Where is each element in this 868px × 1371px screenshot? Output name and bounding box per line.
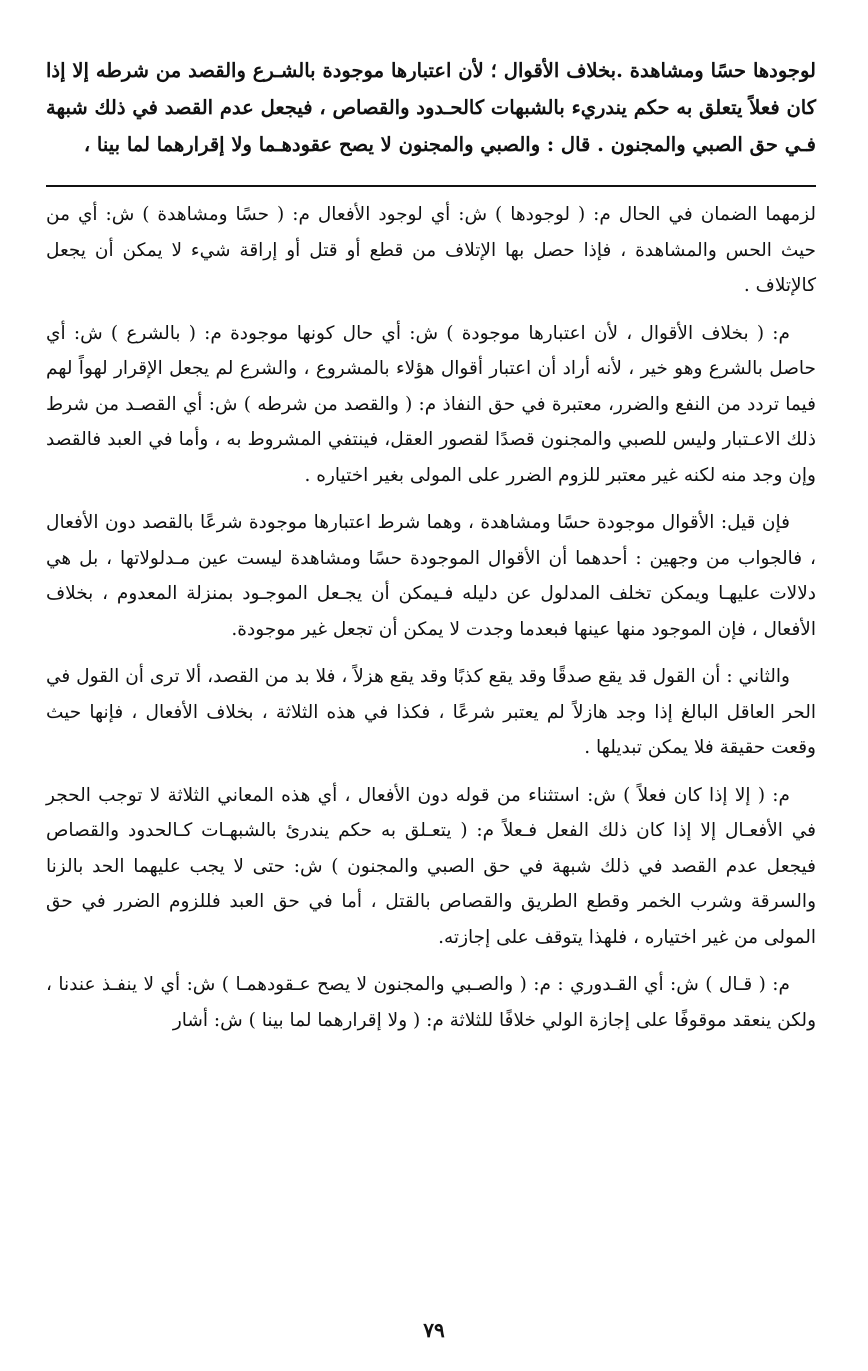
main-text: لوجودها حسًا ومشاهدة .بخلاف الأقوال ؛ لأن اعتبارها موجودة بالشـرع والقصد من شرطه إلا إذا كان فعلاً يتعلق به حكم يندريء بالشبهات كالحـدود والقصاص ، فيجعل عدم القصد في ذلك شبهة فـي حق الصبي والمجنون . قال : والصبي والمجنون لا يصح عقودهـما ولا إقرارهما لما بينا ، xyxy=(46,59,816,156)
commentary-paragraph: لزمهما الضمان في الحال م: ( لوجودها ) ش: أي لوجود الأفعال م: ( حسًا ومشاهدة ) ش: أي من حيث الحس والمشاهدة ، فإذا حصل بها الإتلاف من قطع أو قتل أو إراقة شيء لا يمكن أن يجعل كالإتلاف . xyxy=(46,204,817,296)
commentary-paragraph: م: ( إلا إذا كان فعلاً ) ش: استثناء من قوله دون الأفعال ، أي هذه المعاني الثلاثة لا توجب الحجر في الأفعـال إلا إذا كان ذلك الفعل فـعلاً م: ( يتعـلق به حكم يندرئ بالشبهـات كـالحدود والقصاص فيجعل عدم القصد في ذلك شبهة في حق الصبي والمجنون ) ش: حتى لا يجب عليهما الحد بالزنا والسرقة وشرب الخمر وقطع الطريق والقصاص بالقتل ، أما في حق العبد فللزوم الضرر في حق المولى من غير اختياره ، فلهذا يتوقف على إجازته. xyxy=(46,784,816,948)
commentary-paragraph: م: ( قـال ) ش: أي القـدوري : م: ( والصـبي والمجنون لا يصح عـقودهمـا ) ش: أي لا ينفـذ عندنا ، ولكن ينعقد موقوفًا على إجازة الولي خلافًا للثلاثة م: ( ولا إقرارهما لما بينا ) ش: أشار xyxy=(46,974,816,1031)
footnote-divider xyxy=(46,185,816,187)
commentary-paragraph: فإن قيل: الأقوال موجودة حسًا ومشاهدة ، وهما شرط اعتبارها موجودة شرعًا بالقصد دون الأفعال ، فالجواب من وجهين : أحدهما أن الأقوال الموجودة حسًا ومشاهدة ليست عين مـدلولاتها ، بل هي دلالات عليهـا ويمكن تخلف المدلول عن دليله فـيمكن أن يجـعل الموجـود بمنزلة المعدوم ، بخلاف الأفعال ، فإن الموجود منها عينها فبعدما وجدت لا يمكن أن تجعل غير موجودة. xyxy=(46,512,816,640)
commentary-paragraph: والثاني : أن القول قد يقع صدقًا وقد يقع كذبًا وقد يقع هزلاً ، فلا بد من القصد، ألا ترى أن القول في الحر العاقل البالغ إذا وجد هازلاً لم يعتبر شرعًا ، فكذا في هذه الثلاثة ، بخلاف الأفعال ، فإنها حيث وقعت حقيقة فلا يمكن تبديلها . xyxy=(46,666,816,758)
page-number: ٧٩ xyxy=(423,1318,445,1342)
commentary xyxy=(46,197,816,1038)
commentary-paragraph: م: ( بخلاف الأقوال ، لأن اعتبارها موجودة ) ش: أي حال كونها موجودة م: ( بالشرع ) ش: أي حاصل بالشرع وهو خير ، لأنه أراد أن اعتبار أقوال هؤلاء بالمشروع ، والشرع لم يجعل الإقرار لهواً لهم فيما تردد من النفع والضرر، معتبرة في حق النفاذ م: ( والقصد من شرطه ) ش: أي القصـد من شرط ذلك الاعـتبار وليس للصبي والمجنون قصدًا لقصور العقل، فينتفي المشروط به ، وأما في العبد فالقصد وإن وجد منه لكنه غير معتبر للزوم الضرر على المولى بغير اختياره . xyxy=(46,322,816,486)
